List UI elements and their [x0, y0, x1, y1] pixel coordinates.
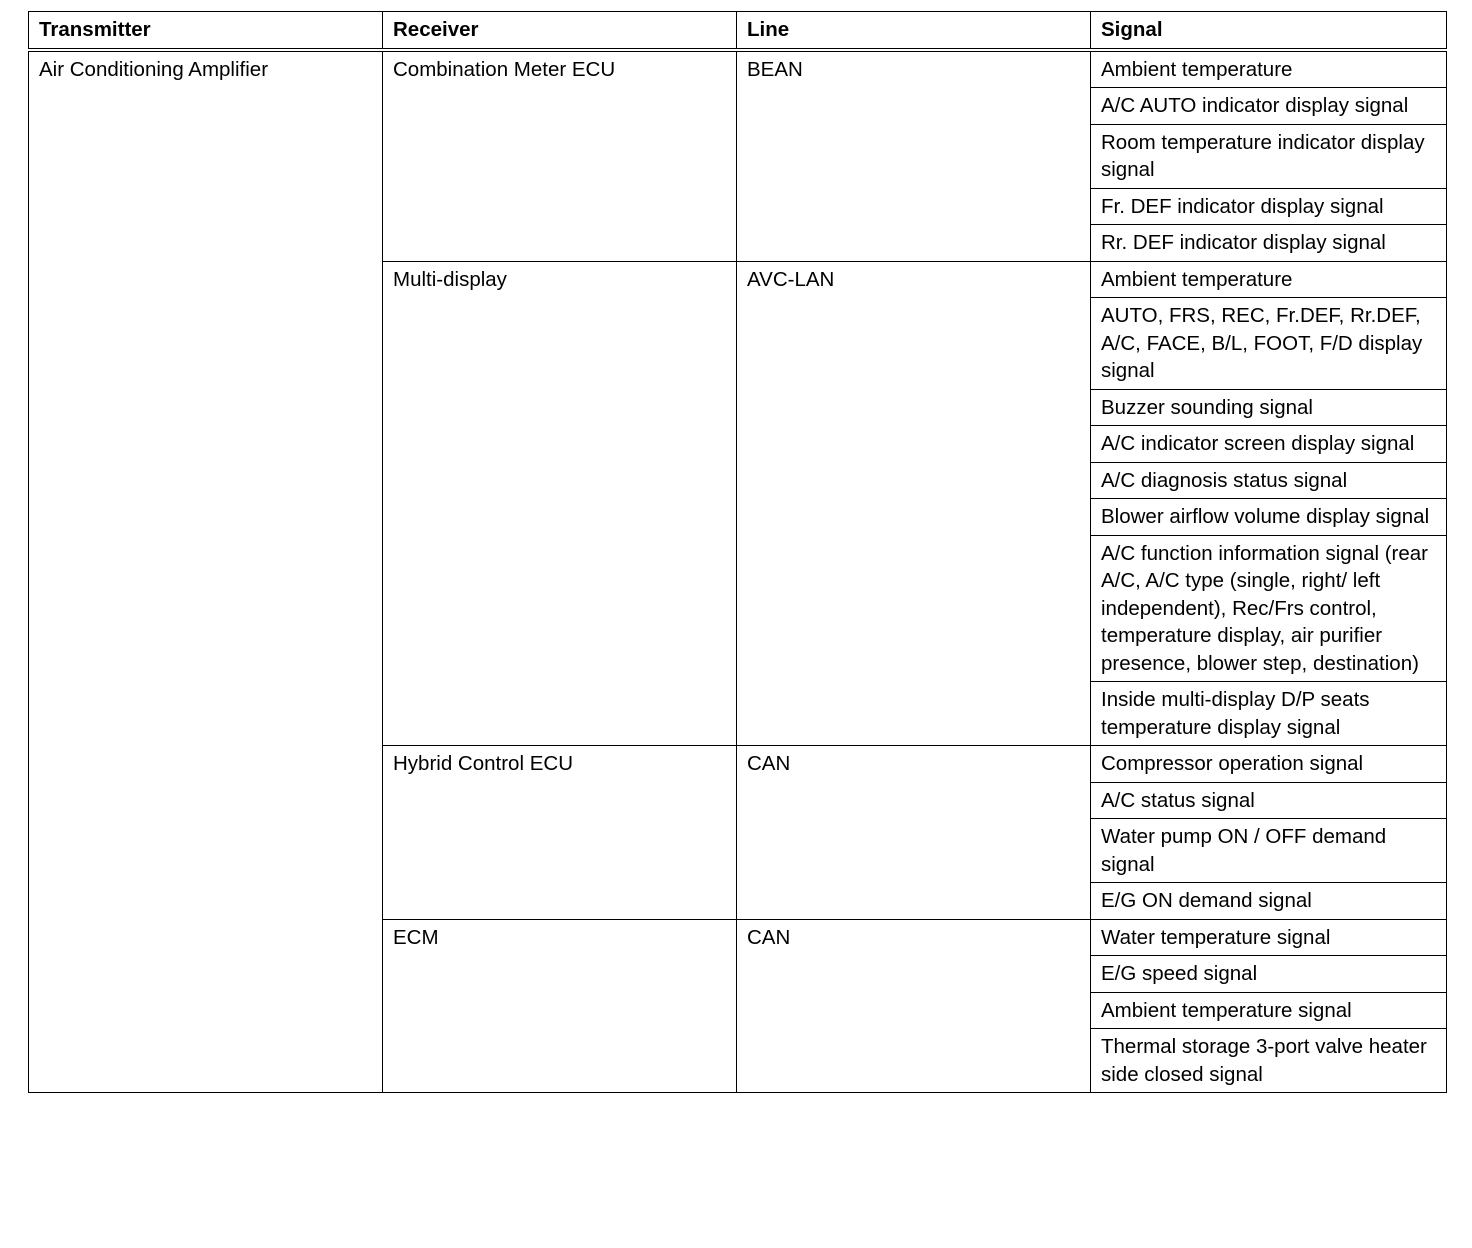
signal-cell: Compressor operation signal: [1091, 746, 1447, 783]
signal-cell: A/C status signal: [1091, 782, 1447, 819]
signal-cell: Inside multi-display D/P seats temperature display signal: [1091, 682, 1447, 746]
receiver-cell: ECM: [383, 919, 737, 1093]
header-receiver: Receiver: [383, 12, 737, 50]
signal-cell: Thermal storage 3-port valve heater side closed signal: [1091, 1029, 1447, 1093]
signal-cell: Rr. DEF indicator display signal: [1091, 225, 1447, 262]
signal-cell: A/C indicator screen display signal: [1091, 426, 1447, 463]
receiver-cell: Multi-display: [383, 261, 737, 746]
signal-cell: Ambient temperature: [1091, 50, 1447, 88]
header-signal: Signal: [1091, 12, 1447, 50]
signal-cell: Water pump ON / OFF demand signal: [1091, 819, 1447, 883]
signal-cell: AUTO, FRS, REC, Fr.DEF, Rr.DEF, A/C, FACE, B/L, FOOT, F/D display signal: [1091, 298, 1447, 390]
signal-cell: Ambient temperature signal: [1091, 992, 1447, 1029]
line-cell: BEAN: [737, 50, 1091, 262]
signal-cell: A/C function information signal (rear A/C, A/C type (single, right/ left independent), Rec/Frs control, temperature display, air purifier presence, blower step, destination): [1091, 535, 1447, 682]
transmitter-cell: Air Conditioning Amplifier: [29, 50, 383, 1093]
signal-cell: E/G speed signal: [1091, 956, 1447, 993]
line-cell: AVC-LAN: [737, 261, 1091, 746]
header-transmitter: Transmitter: [29, 12, 383, 50]
signal-cell: A/C AUTO indicator display signal: [1091, 88, 1447, 125]
signal-cell: Water temperature signal: [1091, 919, 1447, 956]
receiver-cell: Hybrid Control ECU: [383, 746, 737, 920]
signal-cell: Blower airflow volume display signal: [1091, 499, 1447, 536]
signal-cell: Buzzer sounding signal: [1091, 389, 1447, 426]
table-row: [29, 50, 1447, 88]
signal-cell: Room temperature indicator display signal: [1091, 124, 1447, 188]
signal-cell: A/C diagnosis status signal: [1091, 462, 1447, 499]
signal-cell: Fr. DEF indicator display signal: [1091, 188, 1447, 225]
line-cell: CAN: [737, 746, 1091, 920]
line-cell: CAN: [737, 919, 1091, 1093]
signal-cell: Ambient temperature: [1091, 261, 1447, 298]
receiver-cell: Combination Meter ECU: [383, 50, 737, 262]
signal-cell: E/G ON demand signal: [1091, 883, 1447, 920]
communication-table: [28, 11, 1447, 1093]
header-row: [29, 12, 1447, 50]
header-line: Line: [737, 12, 1091, 50]
